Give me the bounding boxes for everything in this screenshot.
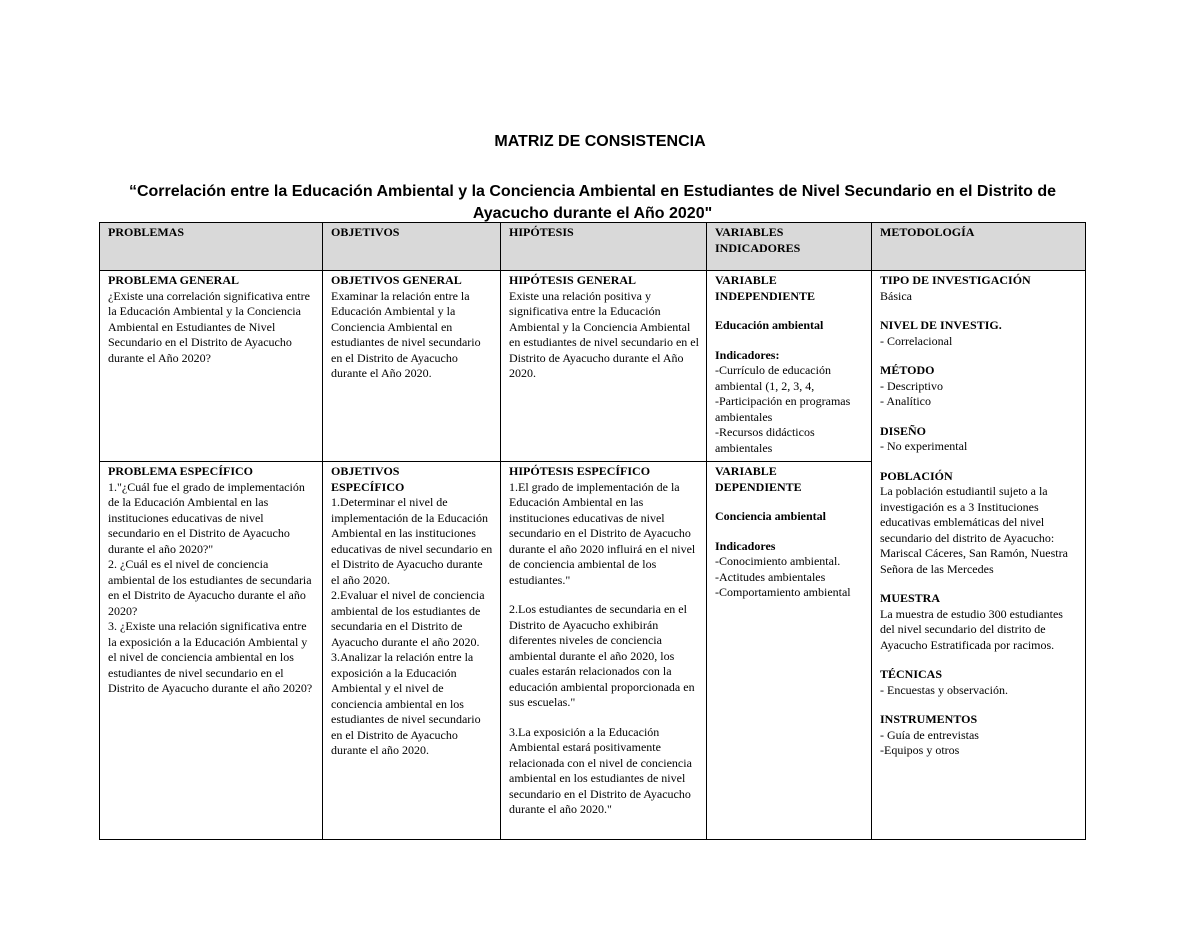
problema-especifico-text: 1."¿Cuál fue el grado de implementación de la Educación Ambiental en las instituciones educativas de nivel secundario en el Distrito de Ayacucho durante el año 2020?" 2. ¿Cuál es el nivel de conciencia ambiental de los estudiantes de secundaria en el Distrito de Ayacucho durante el año 2020? 3. ¿Existe una relación significativa entre la exposición a la Educación Ambiental y el nivel de conciencia ambiental en los estudiantes de nivel secundario en el Distrito de Ayacucho durante el año 2020? (108, 479, 313, 695)
muestra-text-2: Estratificada por racimos. (930, 637, 1055, 652)
header-metodologia: METODOLOGÍA (872, 223, 1086, 271)
objetivo-especifico-text: 1.Determinar el nivel de implementación de la Educación Ambiental en las instituciones educativas de nivel secundario en el Distrito de Ayacucho durante el año 2020. 2.Evaluar el nivel de conciencia ambiental de los estudiantes de secundaria en el Distrito de Ayacucho durante el año 2020. 3.Analizar la relación entre la exposición a la Educación Ambiental y el nivel de conciencia ambiental en los estudiantes de nivel secundario en el Distrito de Ayacucho durante el año 2020. (331, 495, 493, 757)
hipotesis-especifico-3: 3.La exposición a la Educación Ambiental estará positivamente relacionada con el nivel de conciencia ambiental en los estudiantes de nivel secundario en el Distrito de Ayacucho durante el año 2020." (509, 724, 692, 816)
diseno-text: - No experimental (880, 439, 968, 453)
document-subtitle: “Correlación entre la Educación Ambiental y la Conciencia Ambiental en Estudiantes de Nivel Secundario en el Distrito de Ayacucho durante el Año 2020" (128, 183, 1057, 222)
metodo-heading: MÉTODO (880, 363, 935, 377)
problema-especifico-heading: PROBLEMA ESPECÍFICO (108, 464, 254, 478)
header-objetivos: OBJETIVOS (323, 223, 501, 271)
muestra-text: La muestra de estudio 300 estudiantes del nivel secundario del distrito de Ayacucho (880, 606, 1063, 652)
consistency-matrix-table (99, 222, 1086, 840)
cell-metodologia (872, 271, 1086, 840)
table-header-row (100, 223, 1086, 271)
hipotesis-especifico-1: 1.El grado de implementación de la Educación Ambiental en las instituciones educativas de nivel secundario en el Distrito de Ayacucho durante el año 2020 influirá en el nivel de conciencia ambiental de los estudiantes." (509, 479, 696, 587)
hipotesis-especifico-heading: HIPÓTESIS ESPECÍFICO (509, 464, 651, 478)
nivel-investigacion-text: - Correlacional (880, 333, 953, 348)
cell-hipotesis-general (501, 271, 707, 462)
hipotesis-general-text: Existe una relación positiva y significativa entre la Educación Ambiental y la Conciencia Ambiental en estudiantes de nivel secundario en el Distrito de Ayacucho durante el Año 2020. (509, 288, 699, 380)
hipotesis-especifico-2: 2.Los estudiantes de secundaria en el Distrito de Ayacucho exhibirán diferentes niveles de conciencia ambiental durante el año 2020, los cuales estarán relacionados con la educación ambiental proporcionada en sus escuelas." (509, 602, 695, 709)
objetivo-especifico-heading: OBJETIVOS ESPECÍFICO (331, 464, 405, 494)
tecnicas-heading: TÉCNICAS (880, 667, 943, 681)
nivel-investigacion-heading: NIVEL DE INVESTIG. (880, 318, 1002, 332)
cell-problema-general (100, 271, 323, 462)
poblacion-heading: POBLACIÓN (880, 468, 953, 483)
cell-objetivo-general (323, 271, 501, 462)
indicadores-independiente-text: -Currículo de educación ambiental (1, 2, 3, 4, -Participación en programas ambientales -Recursos didácticos ambientales (715, 363, 851, 455)
tecnicas-text: - Encuestas y observación. (880, 682, 1008, 697)
problema-general-heading: PROBLEMA GENERAL (108, 273, 240, 287)
cell-objetivo-especifico (323, 462, 501, 840)
cell-problema-especifico (100, 462, 323, 840)
variable-dependiente-heading: VARIABLE DEPENDIENTE (715, 464, 802, 494)
objetivo-general-heading: OBJETIVOS GENERAL (331, 273, 462, 287)
table-row-general (100, 271, 1086, 462)
cell-variable-dependiente (707, 462, 872, 840)
muestra-heading: MUESTRA (880, 591, 941, 605)
metodo-text: - Descriptivo - Analítico (880, 378, 943, 408)
poblacion-text: La población estudiantil sujeto a la investigación es a 3 Instituciones educativas emblemáticas del nivel secundario del distrito de Ayacucho: Mariscal Cáceres, San Ramón, Nuestra Señora de las Mercedes (880, 484, 1068, 576)
variable-dependiente-name: Conciencia ambiental (715, 509, 826, 523)
variable-independiente-heading: VARIABLE INDEPENDIENTE (715, 273, 816, 303)
header-problemas: PROBLEMAS (100, 223, 323, 271)
instrumentos-heading: INSTRUMENTOS (880, 712, 978, 726)
document-title: MATRIZ DE CONSISTENCIA (494, 133, 706, 150)
indicadores-independiente-heading: Indicadores: (715, 347, 780, 362)
indicadores-dependiente-heading: Indicadores (715, 538, 776, 553)
objetivo-general-text: Examinar la relación entre la Educación Ambiental y la Conciencia Ambiental en estudiantes de nivel secundario en el Distrito de Ayacucho durante el Año 2020. (331, 288, 481, 380)
variable-independiente-name: Educación ambiental (715, 318, 824, 332)
instrumentos-text: - Guía de entrevistas -Equipos y otros (880, 727, 979, 757)
cell-hipotesis-especifico (501, 462, 707, 840)
hipotesis-general-heading: HIPÓTESIS GENERAL (509, 273, 637, 287)
diseno-heading: DISEÑO (880, 423, 927, 438)
indicadores-dependiente-text: -Conocimiento ambiental. -Actitudes ambientales -Comportamiento ambiental (715, 554, 851, 599)
header-hipotesis: HIPÓTESIS (501, 223, 707, 271)
tipo-investigacion-text: Básica (880, 288, 912, 303)
header-variables: VARIABLES INDICADORES (707, 223, 872, 271)
cell-variable-independiente (707, 271, 872, 462)
tipo-investigacion-heading: TIPO DE INVESTIGACIÓN (880, 273, 1031, 287)
problema-general-text: ¿Existe una correlación significativa entre la Educación Ambiental y la Conciencia Ambiental en Estudiantes de Nivel Secundario en el Distrito de Ayacucho durante el Año 2020? (108, 288, 310, 365)
